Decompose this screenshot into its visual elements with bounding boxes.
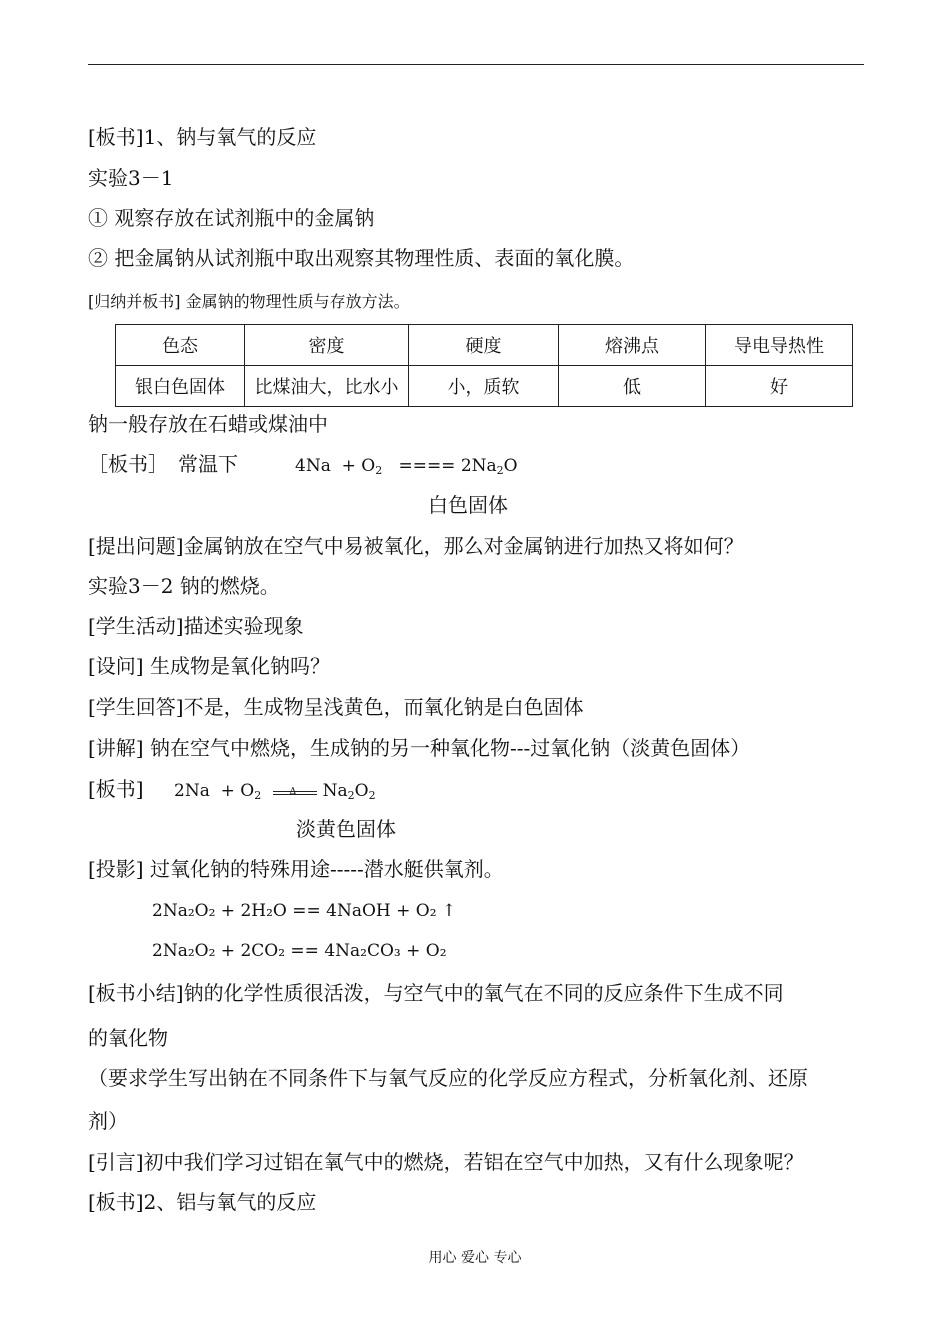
equation-sodium-oxide: $4Na + O_2$ ==== $2Na_2O$ — [295, 456, 518, 477]
pale-yellow-solid-label: 淡黄色固体 — [296, 817, 396, 841]
table-cell: 银白色固体 — [116, 366, 245, 407]
introduction: [引言]初中我们学习过铝在氧气中的燃烧，若铝在空气中加热，又有什么现象呢？ — [88, 1150, 804, 1174]
experiment-3-2: 实验3－2 钠的燃烧。 — [88, 574, 280, 598]
student-answer: [学生回答]不是，生成物呈浅黄色，而氧化钠是白色固体 — [88, 695, 584, 719]
table-header-cell: 色态 — [116, 325, 245, 366]
table-header-row — [116, 325, 853, 366]
equation-sodium-peroxide: $2Na + O_2$ Δ $Na_2O_2$ — [174, 781, 376, 802]
section-heading-sodium-oxygen: [板书]1、钠与氧气的反应 — [88, 125, 317, 149]
summary-line-2: 的氧化物 — [88, 1026, 168, 1050]
table-header-cell: 硬度 — [409, 325, 559, 366]
explanation: [讲解] 钠在空气中燃烧，生成钠的另一种氧化物---过氧化钠（淡黄色固体） — [88, 736, 751, 760]
question: [提出问题]金属钠放在空气中易被氧化，那么对金属钠进行加热又将如何？ — [88, 534, 744, 558]
table-cell: 小，质软 — [409, 366, 559, 407]
header-rule — [88, 64, 864, 65]
equation-room-temp — [88, 452, 518, 477]
white-solid-label: 白色固体 — [428, 493, 508, 517]
section-heading-aluminum-oxygen: [板书]2、铝与氧气的反应 — [88, 1190, 317, 1214]
projection: [投影] 过氧化钠的特殊用途-----潜水艇供氧剂。 — [88, 857, 504, 881]
storage-note: 钠一般存放在石蜡或煤油中 — [88, 412, 328, 436]
step-1: ① 观察存放在试剂瓶中的金属钠 — [88, 206, 375, 230]
step-2: ② 把金属钠从试剂瓶中取出观察其物理性质、表面的氧化膜。 — [88, 246, 635, 270]
summary-line-1: [板书小结]钠的化学性质很活泼，与空气中的氧气在不同的反应条件下生成不同 — [88, 981, 784, 1005]
equation-co2: 2Na₂O₂ + 2CO₂ == 4Na₂CO₃ + O₂ — [152, 941, 447, 961]
board-label: [板书] — [88, 777, 144, 801]
student-activity: [学生活动]描述实验现象 — [88, 614, 304, 638]
physical-properties-table — [115, 324, 853, 407]
table-row — [116, 366, 853, 407]
table-cell: 比煤油大，比水小 — [245, 366, 409, 407]
page-footer: 用心 爱心 专心 — [428, 1250, 522, 1266]
table-cell: 低 — [559, 366, 706, 407]
equation-water: 2Na₂O₂ + 2H₂O == 4NaOH + O₂ ↑ — [152, 901, 457, 921]
summary-note: [归纳并板书] 金属钠的物理性质与存放方法。 — [88, 292, 410, 311]
requirement-line-2: 剂） — [88, 1109, 128, 1133]
requirement-line-1: （要求学生写出钠在不同条件下与氧气反应的化学反应方程式，分析氧化剂、还原 — [88, 1066, 808, 1090]
equation-heating — [88, 777, 376, 802]
question-2: [设问] 生成物是氧化钠吗？ — [88, 654, 330, 678]
board-label: ［板书］ 常温下 — [88, 452, 238, 476]
table-header-cell: 导电导热性 — [706, 325, 853, 366]
heating-condition-icon: Δ — [273, 785, 317, 799]
table-header-cell: 熔沸点 — [559, 325, 706, 366]
experiment-3-1: 实验3－1 — [88, 166, 174, 190]
table-cell: 好 — [706, 366, 853, 407]
table-header-cell: 密度 — [245, 325, 409, 366]
